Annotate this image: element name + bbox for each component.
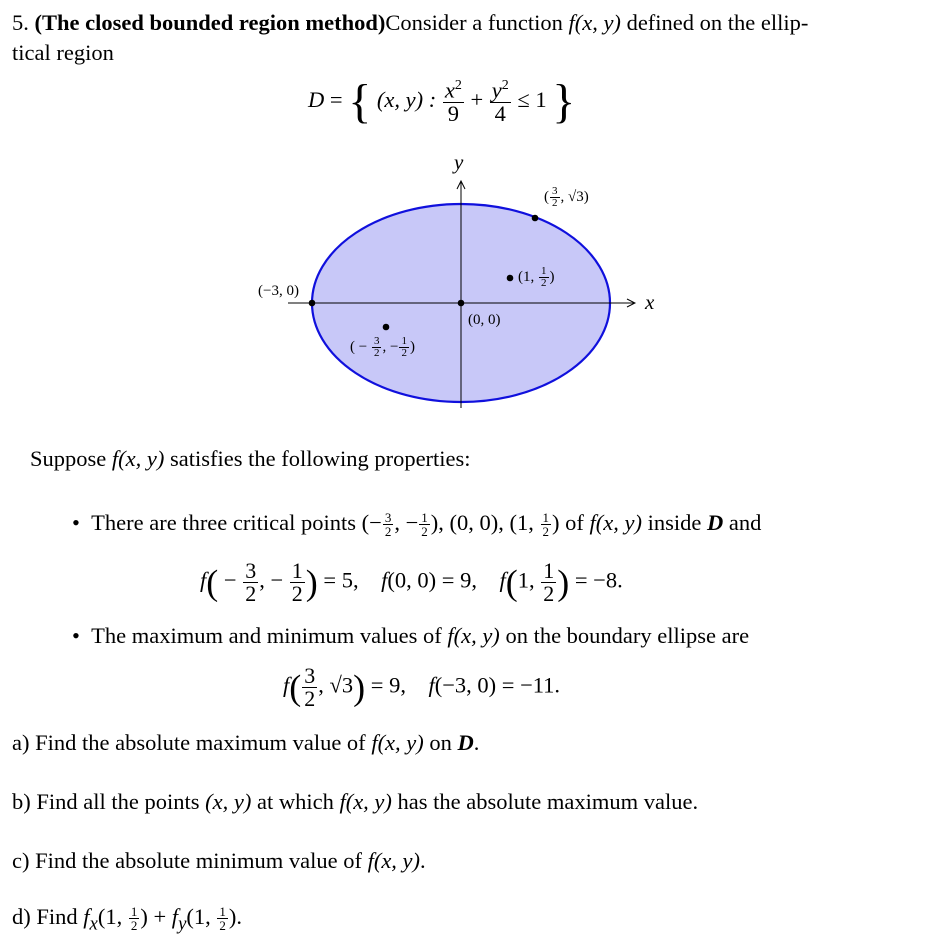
text: Find the absolute maximum value of xyxy=(29,730,372,755)
label-part: (1, xyxy=(518,268,538,285)
label-neg3half-neghalf xyxy=(350,336,415,359)
numerator: 3 xyxy=(552,185,558,197)
text: (1, xyxy=(97,904,128,929)
text: ) + xyxy=(140,904,172,929)
math-pair: (x, y) : xyxy=(376,87,437,113)
fraction xyxy=(541,560,556,605)
math-f: f xyxy=(171,904,179,929)
math-x: x xyxy=(444,77,455,103)
intro-text: defined on the ellip- xyxy=(620,10,809,35)
plus-sign: + xyxy=(470,87,484,113)
denominator: 2 xyxy=(541,277,547,289)
denominator: 2 xyxy=(219,918,226,934)
text: , − xyxy=(259,567,289,593)
math-fxy: f(x, y) xyxy=(447,623,500,648)
bullet-boundary: • The maximum and minimum values of f(x, y) on the boundary ellipse are xyxy=(72,623,750,648)
paren: ) xyxy=(549,268,555,285)
fraction xyxy=(290,560,305,605)
denominator: 2 xyxy=(304,686,316,711)
subscript-y: y xyxy=(178,913,187,935)
text: Find the absolute minimum value of xyxy=(29,848,368,873)
denominator: 4 xyxy=(494,100,506,126)
fraction xyxy=(302,665,317,710)
text: ), (0, 0), (1, xyxy=(430,510,540,535)
fraction xyxy=(383,511,394,538)
bullet-critical-points: • There are three critical points (− $\frac{3}{2}$ , − $\frac{1}{2}$ ), (0, 0), (1, $\frac{1}{2}$ ) of f(x, y) inside D and xyxy=(72,510,762,540)
text: , √3 xyxy=(318,672,354,698)
text: has the absolute maximum value. xyxy=(391,789,699,814)
question-label: b) xyxy=(12,789,31,814)
math-eq: = xyxy=(329,87,343,113)
text: at which xyxy=(251,789,340,814)
math-xy: (x, y) xyxy=(205,789,252,814)
math-D: D xyxy=(308,87,325,113)
text: Suppose xyxy=(30,446,112,471)
denominator: 2 xyxy=(291,581,303,606)
question-c xyxy=(12,848,426,874)
leq-one: ≤ 1 xyxy=(517,87,547,113)
numerator: 1 xyxy=(401,335,407,347)
numerator: 1 xyxy=(130,904,138,920)
suppose-text xyxy=(30,446,471,472)
point-3half-sqrt3 xyxy=(532,215,539,222)
text: . xyxy=(473,730,480,755)
denominator: 2 xyxy=(421,524,428,540)
math-y: y xyxy=(491,77,502,103)
denominator: 2 xyxy=(543,581,555,606)
numerator: 1 xyxy=(541,265,547,277)
math-fxy: f(x, y) xyxy=(371,730,424,755)
numerator: 1 xyxy=(543,558,555,583)
text: on xyxy=(423,730,458,755)
math-fxy: f(x, y) xyxy=(111,446,165,471)
fraction xyxy=(372,336,382,359)
text: The maximum and minimum values of xyxy=(91,623,448,648)
numerator: 3 xyxy=(304,663,316,688)
math-fxy: f(x, y) xyxy=(589,510,642,535)
text: (1, xyxy=(186,904,217,929)
fraction xyxy=(539,266,549,289)
value-text: (0, 0) = 9, xyxy=(387,567,500,593)
numerator: 3 xyxy=(373,335,380,347)
point-1-half xyxy=(507,275,514,282)
intro-continued: tical region xyxy=(12,40,114,65)
text: 1, xyxy=(517,567,541,593)
denominator: 9 xyxy=(447,100,459,126)
value-text: = 9, xyxy=(365,672,429,698)
text: . xyxy=(420,848,426,873)
math-fxy: f(x, y) xyxy=(367,848,421,873)
point-neg3half-neghalf xyxy=(383,324,390,331)
numerator: 1 xyxy=(291,558,303,583)
question-label: a) xyxy=(12,730,30,755)
text: and xyxy=(723,510,762,535)
question-a xyxy=(12,730,479,756)
fraction xyxy=(399,336,409,359)
math-D: D xyxy=(457,730,474,755)
value-text: = 5, xyxy=(317,567,382,593)
fraction xyxy=(217,905,228,932)
math-fxy: f(x, y) xyxy=(339,789,392,814)
fraction xyxy=(550,186,560,209)
math-f: f xyxy=(200,567,207,593)
subscript-x: x xyxy=(89,913,98,935)
point-origin xyxy=(458,300,465,307)
problem-number: 5. xyxy=(12,10,29,35)
numerator: 1 xyxy=(542,510,549,526)
text: ) of xyxy=(552,510,590,535)
text: inside xyxy=(641,510,707,535)
text: There are three critical points (− xyxy=(91,510,382,535)
numerator: 3 xyxy=(384,510,392,526)
critical-values-equation: f( − $\frac{3}{2}$ , − $\frac{1}{2}$ ) = 5, f(0, 0) = 9, f(1, $\frac{1}{2}$ ) = −8. xyxy=(200,558,623,606)
exponent: 2 xyxy=(501,77,509,93)
math-fxy: f(x, y) xyxy=(568,10,621,35)
x-axis-label: x xyxy=(645,290,655,314)
fraction xyxy=(129,905,140,932)
denominator: 2 xyxy=(245,581,257,606)
math-f: f xyxy=(381,567,388,593)
label-origin: (0, 0) xyxy=(468,312,501,328)
numerator: 1 xyxy=(219,904,226,920)
text: − xyxy=(218,567,243,593)
text: satisfies the following properties: xyxy=(164,446,471,471)
question-label: d) xyxy=(12,904,31,929)
denominator: 2 xyxy=(384,524,392,540)
label-part: ( − xyxy=(350,338,371,355)
left-brace: { xyxy=(348,75,372,128)
math-f: f xyxy=(428,672,435,698)
fraction xyxy=(419,511,430,538)
denominator: 2 xyxy=(130,918,138,934)
text: on the boundary ellipse are xyxy=(499,623,750,648)
boundary-values-equation: f( $\frac{3}{2}$ , √3) = 9, f(−3, 0) = −11. xyxy=(283,663,561,711)
right-brace: } xyxy=(552,75,576,128)
fraction xyxy=(243,560,258,605)
paren: ( xyxy=(544,188,549,205)
numerator: 3 xyxy=(245,558,257,583)
y-axis-label: y xyxy=(454,150,464,174)
text: ). xyxy=(228,904,243,929)
label-rest: , √3) xyxy=(560,188,589,205)
denominator: 2 xyxy=(373,347,380,359)
denominator: 2 xyxy=(401,347,407,359)
question-label: c) xyxy=(12,848,30,873)
denominator: 2 xyxy=(542,524,549,540)
point-neg3-0 xyxy=(309,300,316,307)
value-text: (−3, 0) = −11. xyxy=(434,672,561,698)
math-f: f xyxy=(283,672,290,698)
denominator: 2 xyxy=(552,197,558,209)
question-b xyxy=(12,789,698,815)
value-text: = −8. xyxy=(569,567,623,593)
text: Find all the points xyxy=(30,789,206,814)
question-d xyxy=(12,904,242,936)
exponent: 2 xyxy=(454,77,462,93)
math-D: D xyxy=(706,510,724,535)
text: Find xyxy=(30,904,84,929)
math-f: f xyxy=(83,904,90,929)
label-3half-sqrt3 xyxy=(544,186,589,209)
label-neg3-0: (−3, 0) xyxy=(258,283,299,299)
label-part: , − xyxy=(382,338,399,355)
problem-title: (The closed bounded region method) xyxy=(34,10,386,35)
fraction xyxy=(541,511,552,538)
label-1-half xyxy=(518,266,555,289)
text: , − xyxy=(394,510,419,535)
intro-text: Consider a function xyxy=(385,10,569,35)
math-f: f xyxy=(499,567,506,593)
numerator: 1 xyxy=(421,510,428,526)
paren: ) xyxy=(409,338,415,355)
